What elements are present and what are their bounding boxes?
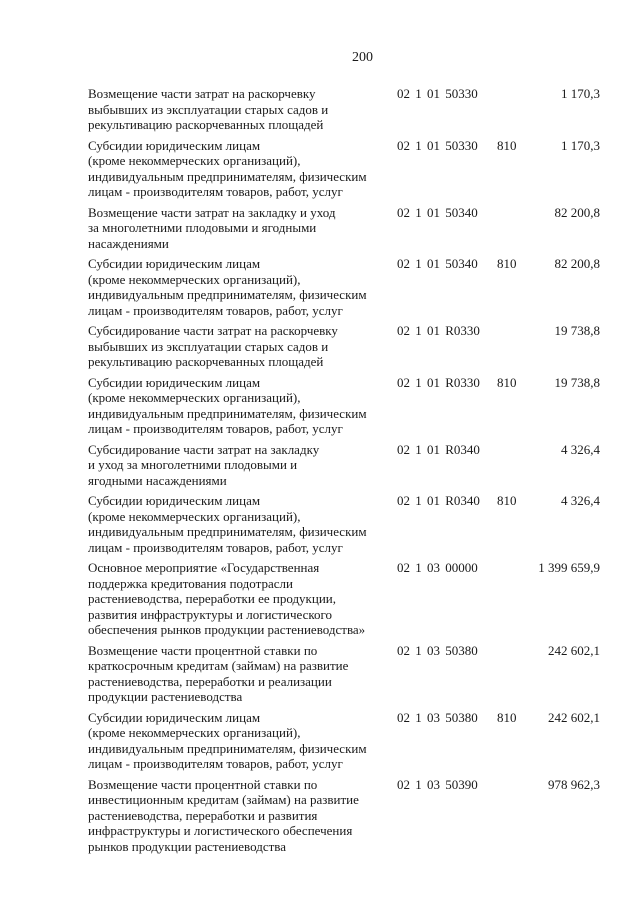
row-amount: 978 962,3: [548, 776, 600, 792]
table-row: [88, 205, 608, 252]
row-target-code: 02 1 03 50380: [397, 642, 478, 658]
row-description: Основное мероприятие «Государственная поддержка кредитования подотрасли растениеводства, переработки ее продукции, развития инфраструктуры и логистического обеспечения рынков продукции растениеводства»: [88, 560, 366, 637]
row-target-code: 02 1 01 50330: [397, 86, 478, 101]
row-description: Субсидирование части затрат на раскорчевку выбывших из эксплуатации старых садов и рекультивацию раскорчеванных площадей: [88, 323, 338, 369]
table-row: [88, 442, 608, 489]
row-target-code: 02 1 03 50390: [397, 776, 478, 792]
row-target-code: 02 1 01 50340: [397, 256, 478, 271]
row-description: Субсидирование части затрат на закладку и уход за многолетними плодовыми и ягодными насаждениями: [88, 441, 320, 488]
row-amount: 1 399 659,9: [538, 560, 600, 575]
table-row: [88, 375, 608, 437]
row-description: Субсидии юридическим лицам (кроме некоммерческих организаций), индивидуальным предпринимателям, физическим лицам - производителям товаров, работ, услуг: [88, 709, 367, 771]
table-row: [88, 138, 608, 200]
row-amount: 1 170,3: [561, 86, 600, 101]
row-target-code: 02 1 01 R0330: [397, 323, 480, 338]
row-description: Субсидии юридическим лицам (кроме некоммерческих организаций), индивидуальным предпринимателям, физическим лицам - производителям товаров, работ, услуг: [88, 256, 367, 318]
row-amount: 242 602,1: [548, 709, 600, 725]
row-target-code: 02 1 01 R0340: [397, 493, 480, 508]
row-description: Субсидии юридическим лицам (кроме некоммерческих организаций), индивидуальным предпринимателям, физическим лицам - производителям товаров, работ, услуг: [88, 137, 367, 199]
row-amount: 4 326,4: [561, 441, 600, 457]
row-target-code: 02 1 01 R0340: [397, 441, 480, 457]
row-target-code: 02 1 01 R0330: [397, 374, 480, 390]
table-row: [88, 710, 608, 772]
table-row: [88, 643, 608, 705]
row-description: Субсидии юридическим лицам (кроме некоммерческих организаций), индивидуальным предпринимателям, физическим лицам - производителям товаров, работ, услуг: [88, 374, 367, 436]
table-row: [88, 323, 608, 370]
row-expense-type: 810: [497, 709, 517, 725]
page-number: 200: [352, 50, 373, 65]
row-description: Субсидии юридическим лицам (кроме некоммерческих организаций), индивидуальным предпринимателям, физическим лицам - производителям товаров, работ, услуг: [88, 493, 367, 555]
row-amount: 82 200,8: [554, 256, 600, 271]
row-target-code: 02 1 03 50380: [397, 709, 478, 725]
table-row: [88, 777, 608, 855]
table-row: [88, 256, 608, 318]
row-description: Возмещение части затрат на раскорчевку выбывших из эксплуатации старых садов и рекультивацию раскорчеванных площадей: [88, 86, 329, 132]
row-amount: 4 326,4: [561, 493, 600, 508]
row-description: Возмещение части затрат на закладку и уход за многолетними плодовыми и ягодными насаждениями: [88, 204, 336, 251]
row-amount: 19 738,8: [554, 374, 600, 390]
row-description: Возмещение части процентной ставки по инвестиционным кредитам (займам) на развитие растениеводства, переработки и развития инфраструктуры и логистического обеспечения рынков продукции растениеводства: [88, 776, 359, 854]
table-row: [88, 86, 608, 133]
row-expense-type: 810: [497, 256, 517, 271]
row-amount: 82 200,8: [554, 204, 600, 220]
row-target-code: 02 1 01 50330: [397, 137, 478, 153]
row-amount: 19 738,8: [554, 323, 600, 338]
row-expense-type: 810: [497, 374, 517, 390]
row-amount: 242 602,1: [548, 642, 600, 658]
table-row: [88, 493, 608, 555]
row-description: Возмещение части процентной ставки по краткосрочным кредитам (займам) на развитие растениеводства, переработки и реализации продукции растениеводства: [88, 642, 349, 704]
row-target-code: 02 1 03 00000: [397, 560, 478, 575]
budget-table: [88, 86, 608, 854]
table-row: [88, 560, 608, 638]
row-target-code: 02 1 01 50340: [397, 204, 478, 220]
row-amount: 1 170,3: [561, 137, 600, 153]
row-expense-type: 810: [497, 137, 517, 153]
row-expense-type: 810: [497, 493, 517, 508]
